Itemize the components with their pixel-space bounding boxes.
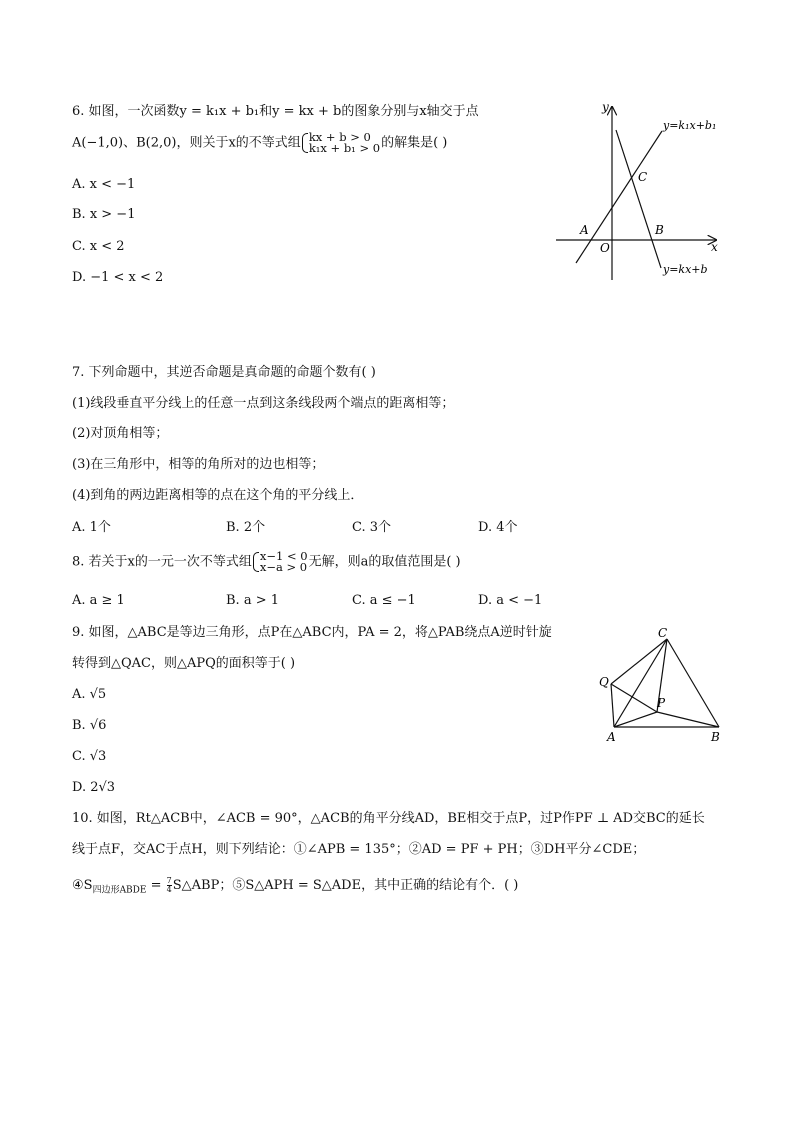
q9-stem-line1: 9. 如图，△ABC是等边三角形，点P在△ABC内，PA = 2，将△PAB绕点A逆时针旋	[72, 625, 552, 640]
q9-label-c: C	[658, 626, 668, 640]
q7-option-b[interactable]: B. 2个	[226, 520, 266, 535]
q8-inequality-system	[253, 551, 308, 573]
q9-figure	[595, 623, 735, 753]
q8-system-row2: x−a > 0	[259, 560, 308, 574]
q6-stem-line2-pre: A(−1,0)、B(2,0)，则关于x的不等式组	[72, 135, 301, 151]
q6-system-row1: kx + b > 0	[308, 130, 371, 144]
q9-side-bc	[667, 639, 719, 727]
q7-item-3: (3)在三角形中，相等的角所对的边也相等；	[72, 457, 325, 472]
q9-label-q: Q	[599, 675, 609, 689]
q6-figure	[550, 95, 730, 285]
q9-option-b[interactable]: B. √6	[72, 718, 107, 733]
q6-label-a: A	[580, 223, 589, 237]
q9-option-a[interactable]: A. √5	[72, 687, 107, 702]
q10-line3-pre: ④S	[72, 878, 93, 893]
q6-label-b: B	[655, 223, 664, 237]
q6-stem-line2-post: 的解集是( )	[381, 135, 448, 151]
q6-inequality-system	[302, 132, 380, 154]
q6-label-c: C	[638, 170, 648, 184]
q10-line3	[72, 877, 518, 900]
q10-line3-post: S△ABP；⑤S△APH = S△ADE，其中正确的结论有个．( )	[172, 878, 519, 893]
q8-stem-post: 无解，则a的取值范围是( )	[308, 554, 461, 570]
q8-option-b[interactable]: B. a > 1	[226, 593, 279, 608]
q9-option-c[interactable]: C. √3	[72, 749, 107, 764]
q9-seg-bp	[657, 712, 719, 727]
q7-stem: 7. 下列命题中，其逆否命题是真命题的命题个数有( )	[72, 365, 376, 380]
q7-option-c[interactable]: C. 3个	[352, 520, 392, 535]
q7-item-4: (4)到角的两边距离相等的点在这个角的平分线上．	[72, 488, 364, 503]
q6-option-d[interactable]: D. −1 < x < 2	[72, 270, 164, 285]
q7-option-d[interactable]: D. 4个	[478, 520, 518, 535]
q9-stem-line2: 转得到△QAC，则△APQ的面积等于( )	[72, 656, 296, 671]
q9-side-ac	[614, 639, 667, 727]
q8-option-d[interactable]: D. a < −1	[478, 593, 543, 608]
q6-line-k1	[576, 131, 662, 263]
q6-line-k	[616, 130, 661, 268]
q10-line2: 线于点F，交AC于点H，则下列结论：①∠APB = 135°；②AD = PF + PH；③DH平分∠CDE；	[72, 842, 646, 857]
q6-stem-line1: 6. 如图，一次函数y = k₁x + b₁和y = kx + b的图象分别与x轴交于点	[72, 104, 479, 119]
q8-option-a[interactable]: A. a ≥ 1	[72, 593, 125, 608]
q6-label-x: x	[711, 240, 718, 254]
q8-system-row1: x−1 < 0	[259, 549, 308, 563]
q6-system-row2: k₁x + b₁ > 0	[308, 141, 381, 155]
q8-option-c[interactable]: C. a ≤ −1	[352, 593, 416, 608]
q6-option-b[interactable]: B. x > −1	[72, 207, 136, 222]
q10-line3-sub: 四边形ABDE	[92, 885, 147, 896]
q6-option-c[interactable]: C. x < 2	[72, 239, 125, 254]
q9-seg-pq	[611, 684, 657, 712]
q10-line3-mid: =	[146, 878, 166, 893]
q8-stem	[72, 551, 461, 573]
q9-label-b: B	[711, 730, 720, 744]
q10-fraction	[167, 877, 172, 894]
q10-fraction-num: 7	[166, 876, 172, 885]
q7-option-a[interactable]: A. 1个	[72, 520, 111, 535]
q7-item-1: (1)线段垂直平分线上的任意一点到这条线段两个端点的距离相等；	[72, 396, 455, 411]
q10-fraction-den: 4	[166, 885, 172, 894]
q9-seg-cq	[611, 639, 667, 684]
q9-label-a: A	[607, 730, 616, 744]
q6-line2-label: y=kx+b	[663, 263, 708, 276]
q6-label-y: y	[602, 100, 609, 114]
q6-label-o: O	[600, 241, 610, 255]
q6-line1-label: y=k₁x+b₁	[663, 119, 717, 132]
q7-item-2: (2)对顶角相等；	[72, 426, 169, 441]
q9-option-d[interactable]: D. 2√3	[72, 780, 116, 795]
q9-label-p: P	[657, 696, 666, 710]
q10-line1: 10. 如图，Rt△ACB中，∠ACB = 90°，△ACB的角平分线AD，BE相交于点P，过P作PF ⊥ AD交BC的延长	[72, 811, 705, 826]
q8-stem-pre: 8. 若关于x的一元一次不等式组	[72, 554, 252, 570]
q9-seg-ap	[614, 712, 657, 727]
q6-option-a[interactable]: A. x < −1	[72, 177, 136, 192]
q9-seg-aq	[611, 684, 614, 727]
q6-stem-line2	[72, 132, 447, 154]
